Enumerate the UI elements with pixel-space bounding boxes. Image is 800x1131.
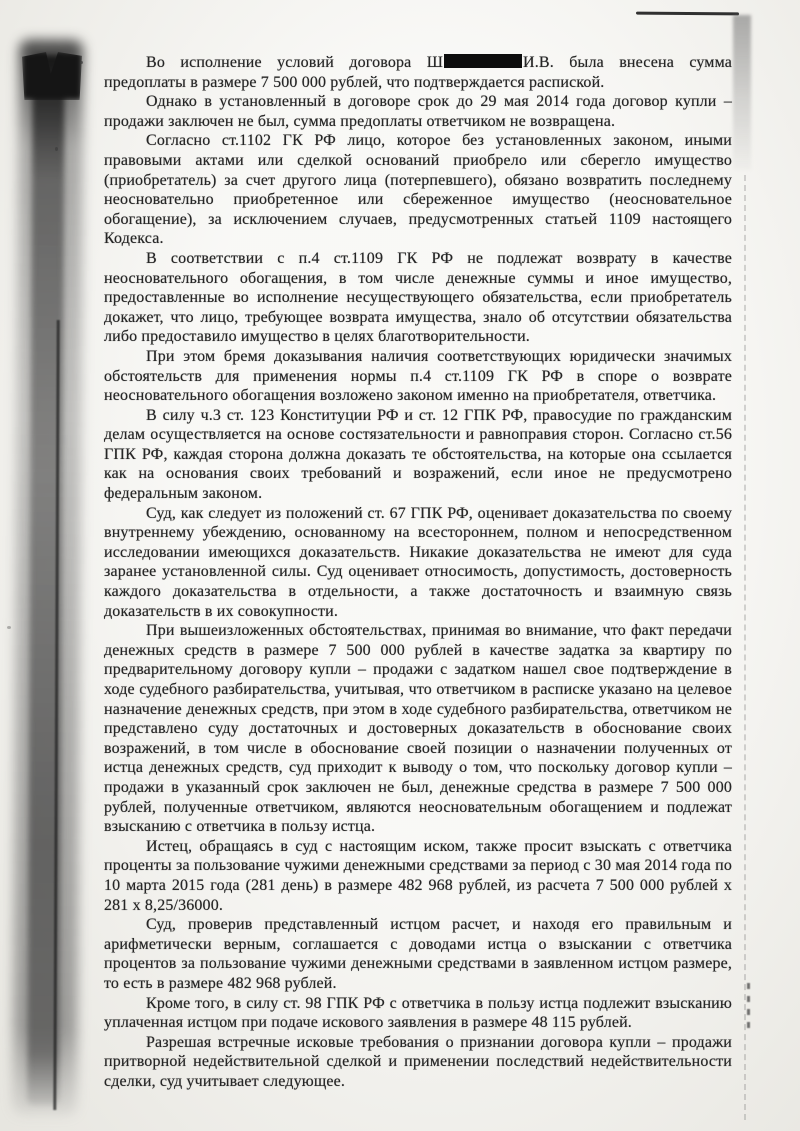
paragraph-state-fee: Кроме того, в силу ст. 98 ГПК РФ с ответчика в пользу истца подлежит взысканию уплаченная истцом при подаче искового заявления в размере 48 115 рублей. [104,994,732,1032]
paragraph-text: И.В. была внесена сумма предоплаты в размере 7 500 000 рублей, что подтверждается распиской. [104,54,732,91]
paragraph-prepayment [104,53,732,92]
page-right-dashed-edge [744,175,746,1120]
redaction-bar [444,54,522,68]
document-text [104,53,732,1091]
scan-speck [7,626,11,629]
paragraph-interest-claim: Истец, обращаясь в суд с настоящим иском, также просит взыскать с ответчика проценты за пользование чужими денежными средствами за период с 30 мая 2014 года по 10 марта 2015 года (281 день) в размере 482 968 рублей, из расчета 7 500 000 рублей х 281 х 8,25/36000. [104,837,732,914]
paragraph-text: Во исполнение условий договора Ш [146,54,444,71]
paragraph-constitution-123: В силу ч.3 ст. 123 Конституции РФ и ст. 12 ГПК РФ, правосудие по гражданским делам осуществляется на основе состязательности и равноправия сторон. Согласно ст.56 ГПК РФ, каждая сторона должна доказать те обстоятельства, на которые она ссылается как на основания своих требований и возражений, если иное не предусмотрено федеральным законом. [104,406,732,503]
paragraph-contract-not-concluded: Однако в установленный в договоре срок до 29 мая 2014 года договор купли – продажи заключен не был, сумма предоплаты ответчиком не возвращена. [104,93,732,130]
paragraph-article-1102: Согласно ст.1102 ГК РФ лицо, которое без установленных законом, иными правовыми актами или сделкой оснований приобрело или сберегло имущество (приобретатель) за счет другого лица (потерпевшего), обязано возвратить последнему неосновательно приобретенное или сбереженное имущество (неосновательное обогащение), за исключением случаев, предусмотренных статьей 1109 настоящего Кодекса. [104,132,732,248]
paragraph-counterclaim: Разрешая встречные исковые требования о признании договора купли – продажи притворной недействительной сделкой и применении последствий недействительности сделки, суд учитывает следующее. [104,1033,732,1090]
paragraph-burden-of-proof: При этом бремя доказывания наличия соответствующих юридически значимых обстоятельств для применения нормы п.4 ст.1109 ГК РФ в споре о возврате неосновательного обогащения возложено законом именно на приобретателя, ответчика. [104,347,732,405]
scan-speck [80,61,83,64]
page-right-edge-shadow [733,15,751,170]
paragraph-calculation-verified: Суд, проверив представленный истцом расчет, и находя его правильным и арифметически верным, соглашается с доводами истца о взыскании с ответчика процентов за пользование чужими денежными средствами в заявленном истцом размере, то есть в размере 482 968 рублей. [104,916,732,992]
paragraph-article-67: Суд, как следует из положений ст. 67 ГПК РФ, оценивает доказательства по своему внутреннему убеждению, основанному на всестороннем, полном и непосредственном исследовании имеющихся доказательств. Никакие доказательства не имеют для суда заранее установленной силы. Суд оценивает относимость, допустимость, достоверность каждого доказательства в отдельности, а также достаточность и взаимную связь доказательств в их совокупности. [104,504,732,620]
page-top-edge-line [636,12,739,16]
scan-speck [55,147,58,151]
binding-shadow [27,55,64,1105]
page-right-dash-marks [747,983,750,1031]
paragraph-article-1109: В соответствии с п.4 ст.1109 ГК РФ не подлежат возврату в качестве неосновательного обогащения, в том числе денежные суммы и иное имущество, предоставленные во исполнение несуществующего обязательства, если приобретатель докажет, что лицо, требующее возврата имущества, знало об отсутствии обязательства либо предоставило имущество в целях благотворительности. [104,249,732,346]
paragraph-court-conclusion: При вышеизложенных обстоятельствах, принимая во внимание, что факт передачи денежных средств в размере 7 500 000 рублей в качестве задатка за квартиру по предварительному договору купли – продажи с задатком нашел свое подтверждение в ходе судебного разбирательства, учитывая, что ответчиком в расписке указано на целевое назначение денежных средств, при этом в ходе судебного разбирательства, ответчиком не представлено суду достаточных и достоверных доказательств в обоснование своих возражений, в том числе в обоснование своей позиции о назначении полученных от истца денежных средств, суд приходит к выводу о том, что поскольку договор купли – продажи в указанный срок заключен не был, денежные средства в размере 7 500 000 рублей, полученные ответчиком, являются неосновательным обогащением и подлежат взысканию с ответчика в пользу истца. [104,622,732,836]
